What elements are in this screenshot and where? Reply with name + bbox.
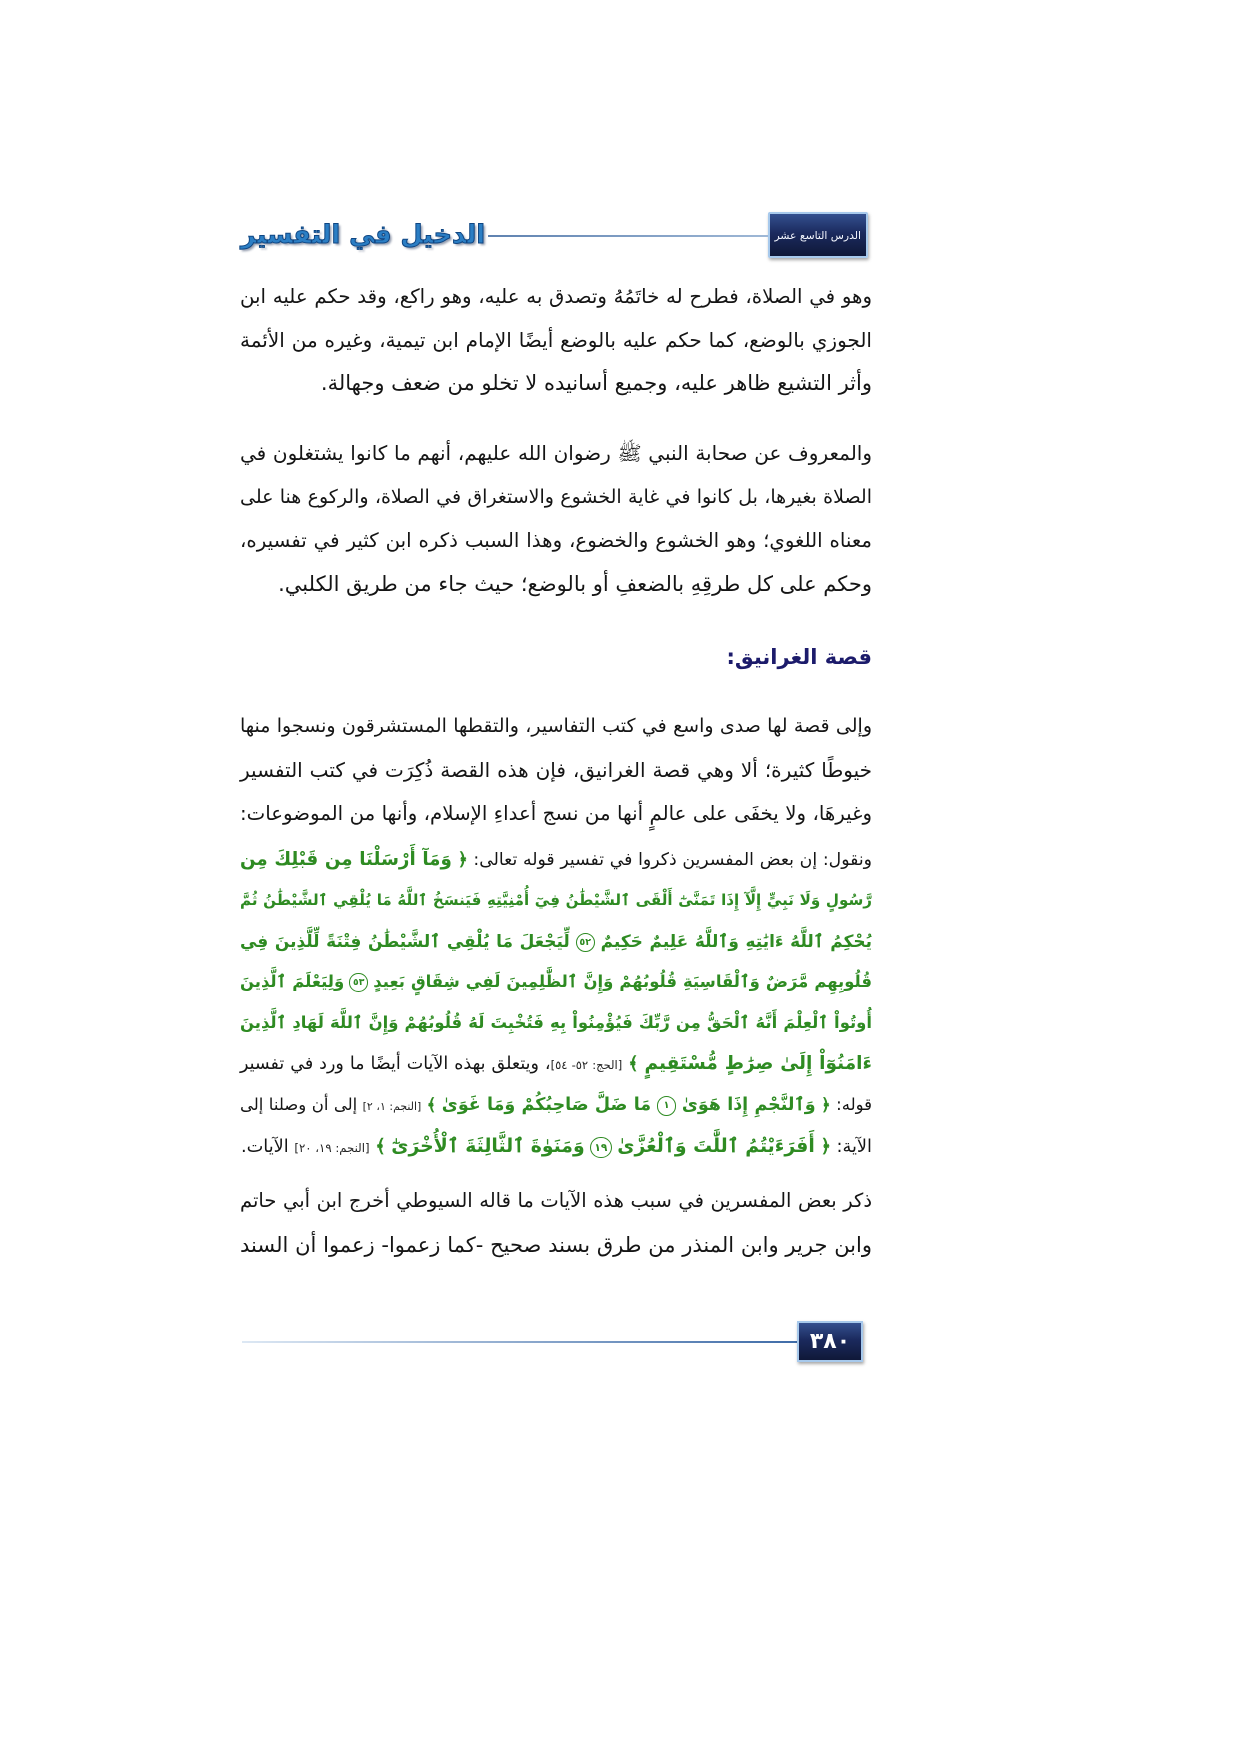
page-number: ٣٨٠ — [809, 1329, 851, 1354]
text-line: وأثر التشيع ظاهر عليه، وجميع أسانيده لا تخلو من ضعف وجهالة. — [320, 371, 872, 395]
text-line: معناه اللغوي؛ وهو الخشوع والخضوع، وهذا السبب ذكره ابن كثير في تفسيره، — [240, 529, 872, 553]
book-title: الدخيل في التفسير — [240, 220, 486, 250]
line-prose: إلى أن وصلنا إلى — [240, 1095, 358, 1115]
verse-text: يُحْكِمُ ٱللَّهُ ءَايَٰتِهِ وَٱللَّهُ عَلِيمٌ حَكِيمٌ — [600, 930, 872, 951]
verse-text: وَٱلنَّجْمِ إِذَا هَوَىٰ — [681, 1095, 816, 1116]
verse-text: وَمَآ أَرْسَلْنَا مِن قَبْلِكَ مِن — [240, 849, 452, 870]
text-line — [240, 1044, 872, 1086]
text-line — [240, 840, 872, 881]
verse-text: وَلِيَعْلَمَ ٱلَّذِينَ — [240, 971, 345, 991]
verse-open-bracket: ﴿ — [457, 850, 468, 870]
text-line — [240, 922, 872, 962]
verse-text: مَا ضَلَّ صَاحِبُكُمْ وَمَا غَوَىٰ — [441, 1095, 652, 1116]
verse-open-bracket: ﴿ — [820, 1137, 831, 1158]
ayah-number-marker: ١ — [657, 1096, 677, 1116]
text-line: ذكر بعض المفسرين في سبب هذه الآيات ما قاله السيوطي أخرج ابن أبي حاتم — [240, 1189, 872, 1212]
text-line: والمعروف عن صحابة النبي ﷺ رضوان الله عليهم، أنهم ما كانوا يشتغلون في — [240, 441, 872, 465]
paragraph — [240, 275, 872, 406]
verse-text: قُلُوبِهِم مَّرَضٌ وَٱلْقَاسِيَةِ قُلُوبُهُمْ وَإِنَّ ٱلظَّٰلِمِينَ لَفِي شِقَاقٍ بَعِيدٍ — [373, 971, 872, 991]
text-line: وإلى قصة لها صدى واسع في كتب التفاسير، والتقطها المستشرقون ونسجوا منها — [240, 715, 872, 737]
paragraph — [240, 1178, 872, 1268]
line-prose: ونقول: إن بعض المفسرين ذكروا في تفسير قوله تعالى: — [473, 850, 872, 870]
ayah-number-marker: ١٩ — [590, 1137, 611, 1158]
verse-text: رَّسُولٍ وَلَا نَبِيٍّ إِلَّآ إِذَا تَمَنَّىٰٓ أَلْقَى ٱلشَّيْطَٰنُ فِيٓ أُمْنِيَّتِهِ فَيَنسَخُ ٱللَّهُ مَا يُلْقِي ٱلشَّيْطَٰنُ ثُمَّ — [240, 890, 872, 909]
line-prose: قوله: — [836, 1095, 873, 1115]
text-line — [240, 1085, 872, 1127]
verse-text: ءَامَنُوٓاْ إِلَىٰ صِرَٰطٍ مُّسْتَقِيمٍ — [644, 1052, 872, 1074]
header-divider — [488, 235, 768, 237]
text-line: وابن جرير وابن المنذر من طرق بسند صحيح -كما زعموا- زعموا أن السند — [240, 1233, 872, 1257]
citation: [الحج: ٥٢- ٥٤] — [550, 1057, 623, 1072]
verse-text: أُوتُواْ ٱلْعِلْمَ أَنَّهُ ٱلْحَقُّ مِن رَّبِّكَ فَيُؤْمِنُواْ بِهِ فَتُخْبِتَ لَهُ قُلُوبُهُمْ وَإِنَّ ٱللَّهَ لَهَادِ ٱلَّذِينَ — [240, 1012, 872, 1032]
verse-close-bracket: ﴾ — [628, 1053, 639, 1074]
text-line: وحكم على كل طرقِهِ بالضعفِ أو بالوضع؛ حيث جاء من طريق الكلبي. — [278, 572, 872, 597]
line-prose: الآية: — [836, 1137, 872, 1158]
text-line: الصلاة بغيرها، بل كانوا في غاية الخشوع والاستغراق في الصلاة، والركوع هنا على — [240, 485, 872, 508]
text-line — [240, 1003, 872, 1044]
text-line — [240, 881, 872, 922]
verse-text: لِّيَجْعَلَ مَا يُلْقِي ٱلشَّيْطَٰنُ فِتْنَةً لِّلَّذِينَ فِي — [240, 930, 570, 951]
footer-divider — [242, 1341, 797, 1343]
paragraph — [240, 705, 872, 836]
paragraph — [240, 432, 872, 607]
lesson-label-box — [768, 212, 868, 258]
verse-text: أَفَرَءَيْتُمُ ٱللَّٰتَ وَٱلْعُزَّىٰ — [617, 1136, 815, 1158]
citation: [النجم: ١٩، ٢٠] — [294, 1141, 370, 1156]
verse-text: وَمَنَوٰةَ ٱلثَّالِثَةَ ٱلْأُخْرَىٰٓ — [391, 1136, 585, 1158]
text-line: خيوطًا كثيرة؛ ألا وهي قصة الغرانيق، فإن هذه القصة ذُكِرَت في كتب التفسير — [240, 757, 872, 782]
verse-close-bracket: ﴾ — [426, 1095, 437, 1115]
text-line: وغيرهَا، ولا يخفَى على عالمٍ أنها من نسج أعداءِ الإسلام، وأنها من الموضوعات: — [240, 802, 872, 825]
text-line: الجوزي بالوضع، كما حكم عليه بالوضع أيضًا الإمام ابن تيمية، وغيره من الأئمة — [240, 327, 872, 352]
verse-close-bracket: ﴾ — [375, 1137, 386, 1158]
section-heading: قصة الغرانيق: — [726, 645, 872, 669]
ayah-number-marker: ٥٢ — [576, 933, 595, 952]
citation: [النجم: ١، ٢] — [362, 1100, 422, 1114]
ayah-number-marker: ٥٣ — [349, 973, 368, 992]
line-prose: ، ويتعلق بهذه الآيات أيضًا ما ورد في تفسير — [240, 1053, 551, 1074]
lesson-label: الدرس التاسع عشر — [774, 228, 861, 242]
line-prose: الآيات. — [240, 1137, 289, 1158]
text-line: وهو في الصلاة، فطرح له خاتَمُهُ وتصدق به عليه، وهو راكع، وقد حكم عليه ابن — [240, 285, 872, 308]
text-line — [240, 1127, 872, 1169]
text-line — [240, 962, 872, 1003]
page-number-box — [797, 1321, 863, 1362]
verse-open-bracket: ﴿ — [821, 1095, 831, 1115]
quran-paragraph — [240, 840, 872, 1169]
